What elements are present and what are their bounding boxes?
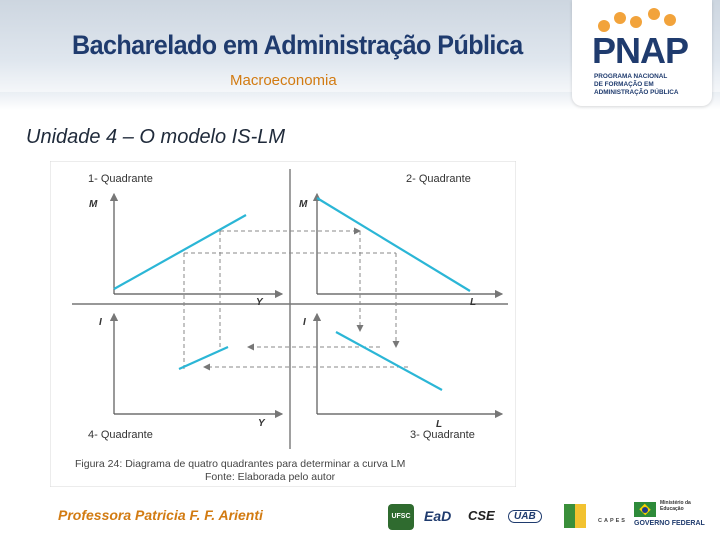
q1-y-axis-label: M xyxy=(89,199,98,210)
brazil-flag-icon xyxy=(634,502,656,517)
federal-government-label: GOVERNO FEDERAL xyxy=(634,520,705,527)
logo-subtitle xyxy=(594,73,694,97)
professor-name: Professora Patricia F. F. Arienti xyxy=(58,507,263,523)
uab-logo: UAB xyxy=(508,510,542,523)
q3-y-axis-label: I xyxy=(303,317,306,328)
logo-subtitle-line: ADMINISTRAÇÃO PÚBLICA xyxy=(594,89,679,96)
ufsc-logo-text: UFSC xyxy=(391,513,411,520)
ufsc-logo xyxy=(388,504,414,530)
course-subtitle: Macroeconomia xyxy=(230,72,337,89)
capes-logo: CAPES xyxy=(598,518,627,524)
q4-x-axis-label: Y xyxy=(258,418,265,429)
q3-x-axis-label: L xyxy=(436,419,443,430)
q2-x-axis-label: L xyxy=(470,297,477,308)
q1-label: 1- Quadrante xyxy=(88,173,153,185)
diagram-svg xyxy=(50,161,516,487)
q2-y-axis-label: M xyxy=(299,199,308,210)
q3-label: 3- Quadrante xyxy=(410,429,475,441)
q1-x-axis-label: Y xyxy=(256,297,263,308)
logo-subtitle-line: DE FORMAÇÃO EM xyxy=(594,81,654,88)
course-title: Bacharelado em Administração Pública xyxy=(72,30,523,60)
q4-y-axis-label: I xyxy=(99,317,102,328)
figure-source: Fonte: Elaborada pelo autor xyxy=(205,471,336,483)
ead-logo: EaD xyxy=(424,508,452,524)
q2-label: 2- Quadrante xyxy=(406,173,471,185)
q4-label: 4- Quadrante xyxy=(88,429,153,441)
partner-logos xyxy=(388,498,708,534)
unit-title: Unidade 4 – O modelo IS-LM xyxy=(26,126,286,148)
ministry-label: Ministério da Educação xyxy=(660,500,691,512)
cse-logo: CSE xyxy=(468,508,495,523)
pnap-logo xyxy=(572,0,712,106)
logo-wordmark: PNAP xyxy=(592,30,689,71)
university-emblem-icon xyxy=(564,504,586,528)
logo-subtitle-line: PROGRAMA NACIONAL xyxy=(594,73,668,80)
four-quadrant-diagram xyxy=(50,161,516,487)
figure-caption: Figura 24: Diagrama de quatro quadrantes para determinar a curva LM xyxy=(75,458,406,470)
